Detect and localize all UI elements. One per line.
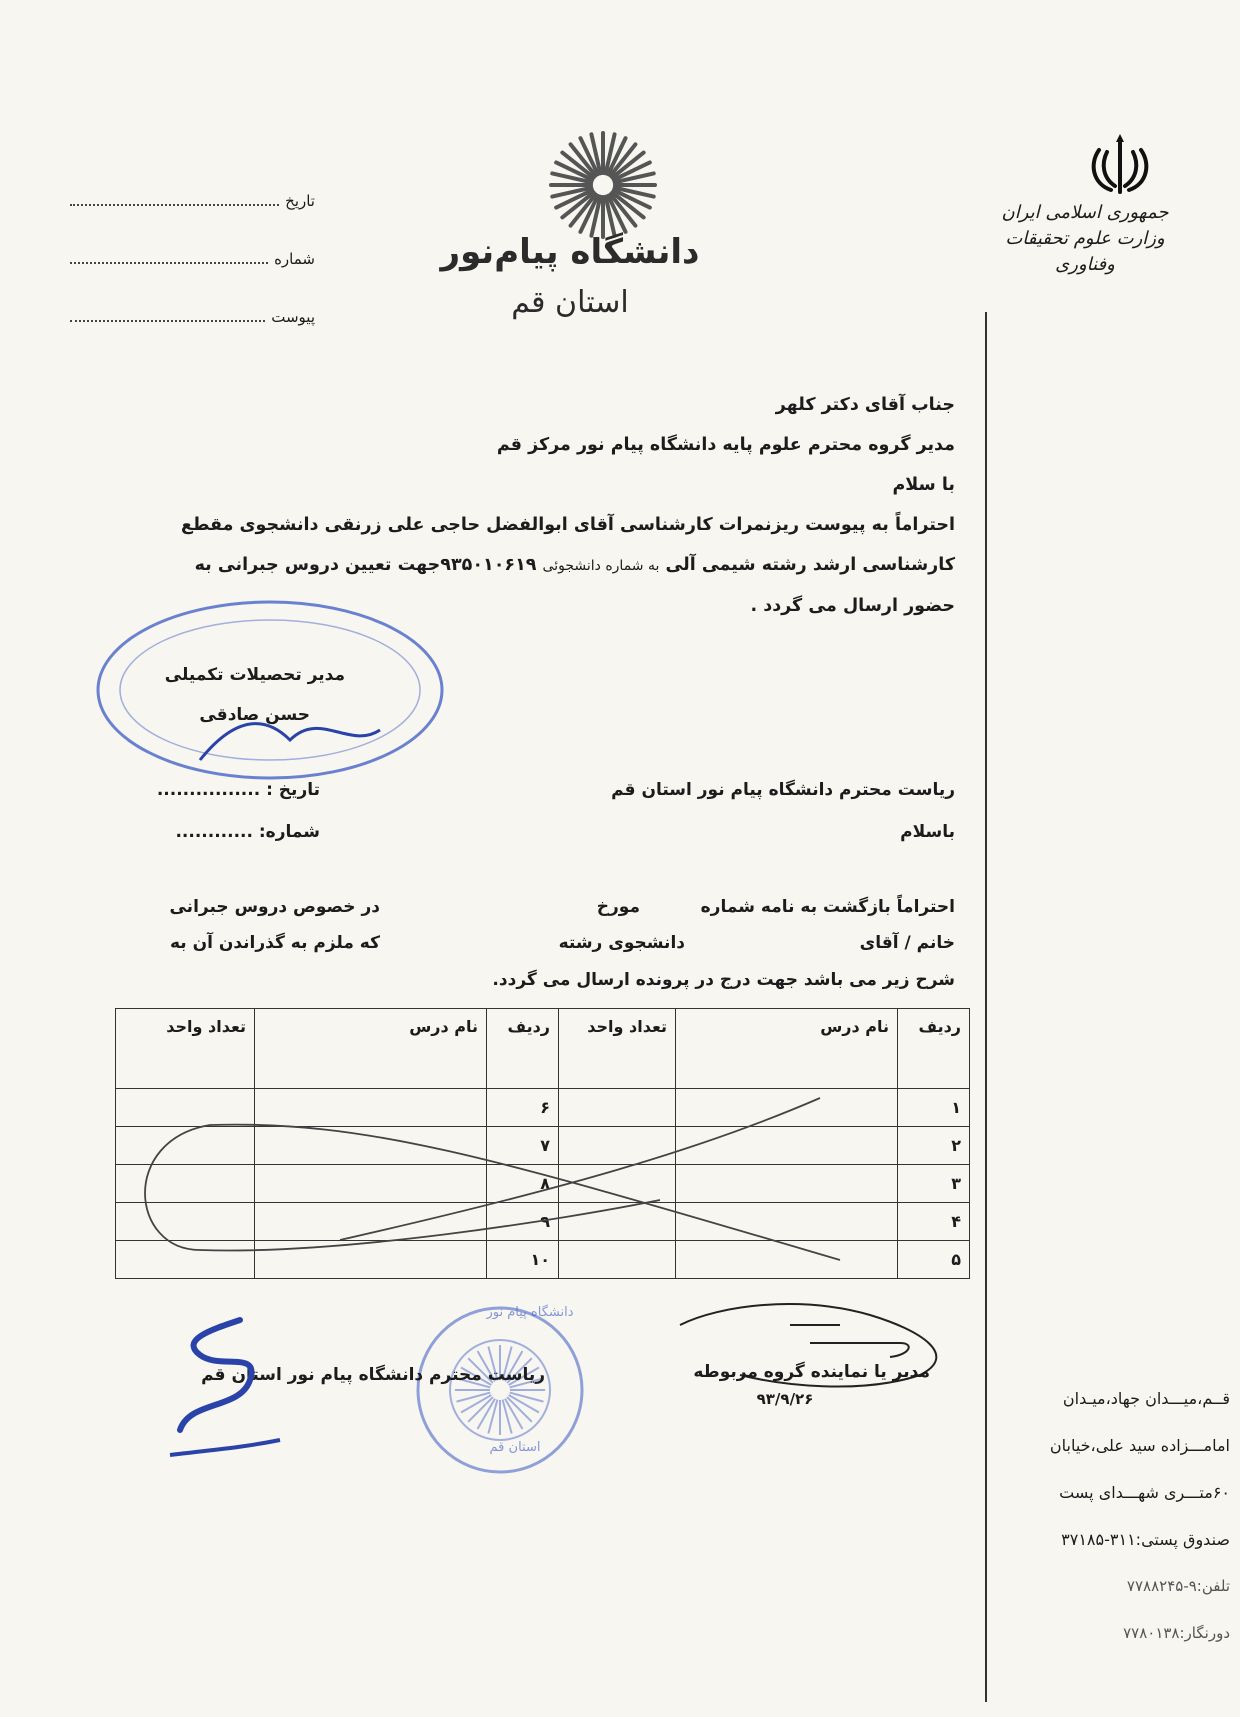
reply-line-1-c: در خصوص دروس جبرانی: [169, 897, 380, 917]
cell-units: [559, 1127, 676, 1165]
line-2-part-a: کارشناسی ارشد رشته شیمی آلی: [665, 555, 955, 575]
reply-line-2-c: که ملزم به گذراندن آن به: [169, 933, 380, 953]
cell-units-2: [116, 1203, 255, 1241]
letter-body-line-3: حضور ارسال می گردد .: [750, 596, 955, 616]
address-line-3: ۶۰متـــری شهـــدای پست: [1059, 1483, 1230, 1502]
header-row-number: ردیف: [898, 1009, 970, 1089]
reply-number: شماره: ............: [175, 822, 320, 842]
group-manager-date: ۹۳/۹/۲۶: [756, 1390, 814, 1408]
reply-line-3: شرح زیر می باشد جهت درج در پرونده ارسال می گردد.: [492, 970, 955, 990]
university-province: استان قم: [511, 285, 629, 320]
cell-row-number: ۵: [898, 1241, 970, 1279]
reply-greeting: باسلام: [900, 822, 955, 842]
cell-course-name-2: [255, 1127, 487, 1165]
cell-row-number: ۳: [898, 1165, 970, 1203]
address-line-1: قــم،میـــدان جهاد،میـدان: [1062, 1389, 1230, 1408]
cell-units: [559, 1203, 676, 1241]
president-label: ریاست محترم دانشگاه پیام نور استان قم: [201, 1365, 545, 1385]
header-units: تعداد واحد: [559, 1009, 676, 1089]
cell-row-number-2: ۸: [487, 1165, 559, 1203]
reply-line-2-a: خانم / آقای: [859, 933, 955, 953]
iran-emblem-icon: [1085, 130, 1155, 200]
cell-row-number-2: ۶: [487, 1089, 559, 1127]
table-row: [116, 1203, 970, 1241]
cell-course-name-2: [255, 1241, 487, 1279]
number-dots: [70, 250, 268, 264]
cell-course-name: [676, 1165, 898, 1203]
letter-body-line-2: [150, 545, 955, 586]
attachment-label: پیوست: [271, 308, 315, 326]
phone-number: تلفن:۹-۷۷۸۸۲۴۵: [1126, 1577, 1230, 1595]
cell-course-name: [676, 1127, 898, 1165]
cell-row-number: ۱: [898, 1089, 970, 1127]
date-dots: [70, 192, 279, 206]
cell-units: [559, 1165, 676, 1203]
stamp-text: دانشگاه پیام نور: [486, 1305, 574, 1320]
reply-date: تاریخ : ................: [156, 780, 320, 800]
header-row-number-2: ردیف: [487, 1009, 559, 1089]
reply-addressee: ریاست محترم دانشگاه پیام نور استان قم: [611, 780, 955, 800]
reply-line-1-a: احتراماً بازگشت به نامه شماره: [700, 897, 955, 917]
cell-units: [559, 1089, 676, 1127]
table-header-row: [116, 1009, 970, 1089]
address-line-2: امامـــزاده سید علی،خیابان: [1049, 1436, 1230, 1455]
cell-units-2: [116, 1241, 255, 1279]
cell-row-number-2: ۹: [487, 1203, 559, 1241]
cell-units-2: [116, 1165, 255, 1203]
president-signature: [150, 1300, 290, 1460]
cell-row-number: ۲: [898, 1127, 970, 1165]
line-2-part-b: به شماره دانشجوئی: [542, 558, 660, 574]
table-row: [116, 1089, 970, 1127]
gov-line-2: وزارت علوم تحقیقات وفناوری: [1005, 228, 1165, 275]
signer-title: مدیر تحصیلات تکمیلی: [164, 665, 345, 685]
group-manager-label: مدیر یا نماینده گروه مربوطه: [693, 1362, 930, 1382]
graduate-office-stamp: [90, 590, 450, 790]
cell-course-name: [676, 1203, 898, 1241]
logo-ray: [457, 1393, 491, 1402]
fax-number: دورنگار:۷۷۸۰۱۳۸: [1123, 1624, 1230, 1642]
cell-units: [559, 1241, 676, 1279]
number-field: [70, 250, 315, 268]
reply-line-2-b: دانشجوی رشته: [558, 933, 685, 953]
cell-row-number-2: ۱۰: [487, 1241, 559, 1279]
stamp-province: استان قم: [489, 1440, 541, 1455]
header-units-2: تعداد واحد: [116, 1009, 255, 1089]
table-row: [116, 1165, 970, 1203]
university-name: دانشگاه پیام‌نور: [440, 232, 700, 272]
table-row: [116, 1241, 970, 1279]
cell-units-2: [116, 1127, 255, 1165]
header-course-name-2: نام درس: [255, 1009, 487, 1089]
letter-recipient: جناب آقای دکتر کلهر: [775, 395, 955, 415]
date-label: تاریخ: [285, 192, 315, 210]
header-course-name: نام درس: [676, 1009, 898, 1089]
cell-course-name-2: [255, 1203, 487, 1241]
number-label: شماره: [274, 250, 315, 268]
attachment-dots: [70, 308, 265, 322]
letter-body-line-1: احتراماً به پیوست ریزنمرات کارشناسی آقای ابوالفضل حاجی علی زرنقی دانشجوی مقطع: [180, 515, 955, 535]
courses-table: [115, 1008, 970, 1279]
cell-course-name: [676, 1241, 898, 1279]
cell-course-name-2: [255, 1089, 487, 1127]
date-field: [70, 192, 315, 210]
cell-course-name: [676, 1089, 898, 1127]
attachment-field: [70, 308, 315, 326]
signer-name: حسن صادقی: [199, 705, 310, 725]
reply-line-1-b: مورخ: [596, 897, 640, 917]
cell-row-number: ۴: [898, 1203, 970, 1241]
university-logo-icon: [548, 130, 658, 240]
logo-ray: [503, 1400, 512, 1434]
footer-address: [990, 1375, 1230, 1657]
letter-recipient-title: مدیر گروه محترم علوم پایه دانشگاه پیام نور مرکز قم: [496, 435, 955, 455]
cell-course-name-2: [255, 1165, 487, 1203]
table-row: [116, 1127, 970, 1165]
cell-units-2: [116, 1089, 255, 1127]
vertical-divider: [985, 312, 987, 1702]
cell-row-number-2: ۷: [487, 1127, 559, 1165]
logo-ray: [510, 1393, 544, 1402]
logo-ray: [488, 1400, 497, 1434]
line-2-part-c: ۹۳۵۰۱۰۶۱۹جهت تعیین دروس جبرانی به: [194, 555, 537, 575]
gov-line-1: جمهوری اسلامی ایران: [1001, 202, 1169, 223]
letter-greeting: با سلام: [892, 475, 955, 495]
address-line-4: صندوق پستی:۳۱۱-۳۷۱۸۵: [1061, 1530, 1230, 1549]
government-header: [985, 200, 1185, 278]
